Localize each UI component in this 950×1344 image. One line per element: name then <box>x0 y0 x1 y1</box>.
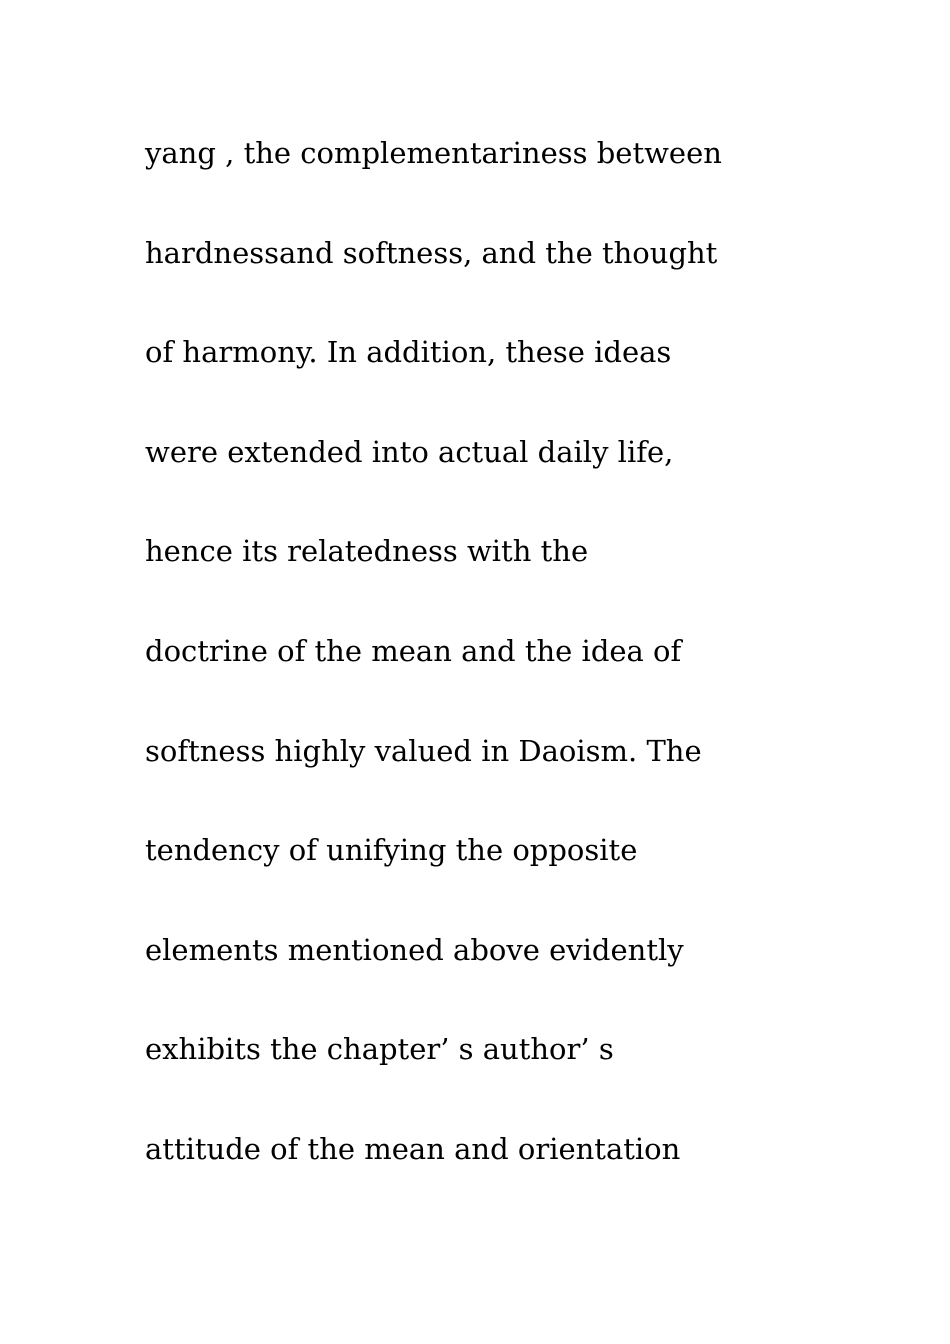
text-line: doctrine of the mean and the idea of <box>145 633 682 668</box>
text-line: softness highly valued in Daoism. The <box>145 733 702 768</box>
text-line: yang , the complementariness between <box>145 136 722 170</box>
text-line: hardnessand softness, and the thought <box>145 235 718 270</box>
body-text <box>145 128 865 1224</box>
text-line: attitude of the mean and orientation <box>145 1131 681 1166</box>
text-line: were extended into actual daily life, <box>145 434 674 469</box>
text-line: elements mentioned above evidently <box>145 932 684 967</box>
text-line: tendency of unifying the opposite <box>145 833 638 868</box>
text-line: hence its relatedness with the <box>145 534 589 569</box>
text-line: of harmony. In addition, these ideas <box>145 335 672 370</box>
text-line: exhibits the chapter’ s author’ s <box>145 1032 614 1067</box>
